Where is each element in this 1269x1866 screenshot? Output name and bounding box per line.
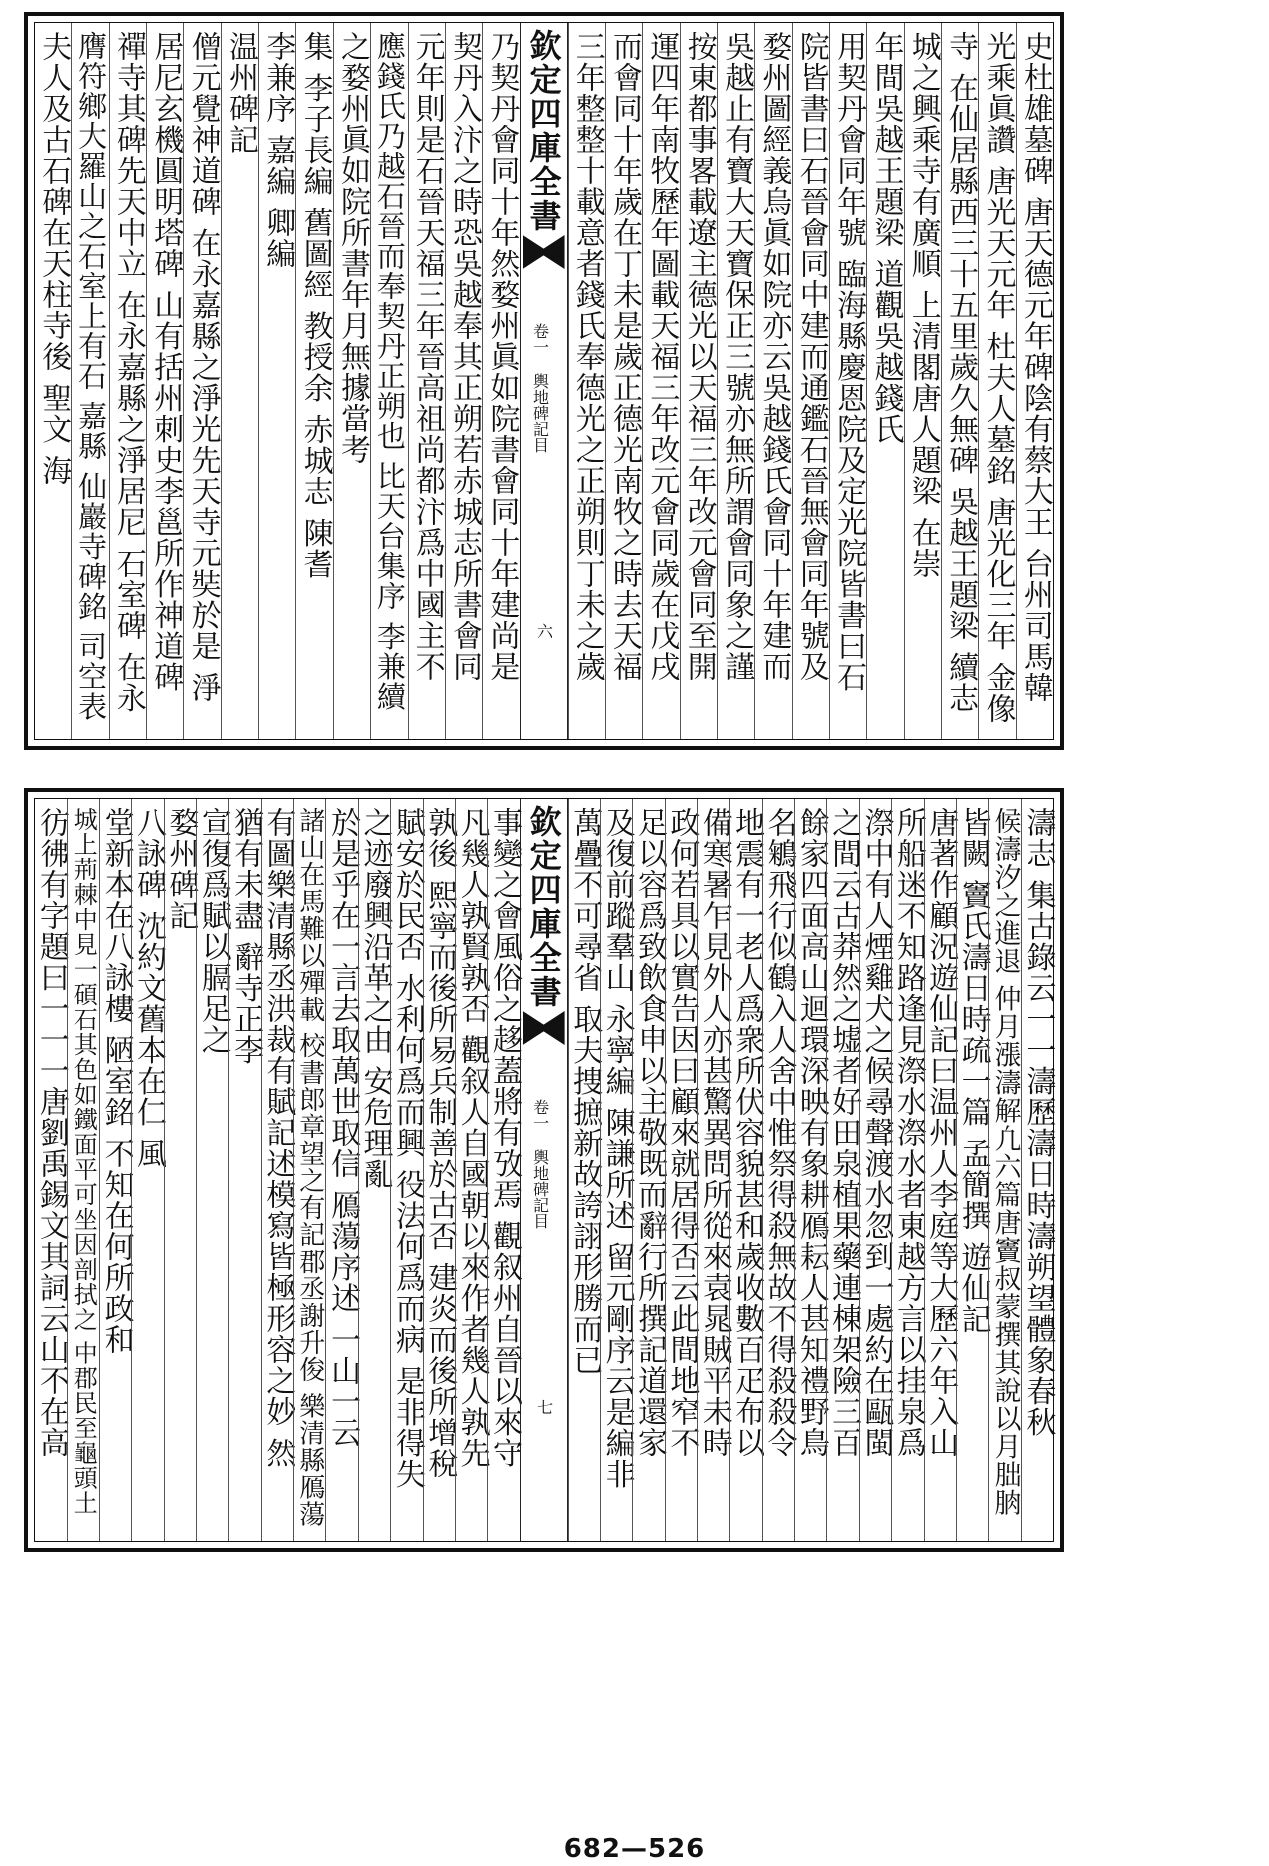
upper-text-column: [221, 23, 258, 739]
upper-text-column: [568, 23, 605, 739]
column-text: 候濤汐之進退 仲月漲濤解凢六篇唐竇叔蒙撰其說以月朏朒: [989, 807, 1021, 1517]
lower-text-column: [195, 799, 231, 1541]
lower-center-fold: [520, 799, 568, 1541]
lower-text-column: [422, 799, 458, 1541]
column-text: 之間云古莽然之墟者好田泉植果藥連棟架險三百: [826, 807, 862, 1458]
volume-label: 卷一: [530, 323, 550, 355]
upper-text-column: [866, 23, 903, 739]
column-text: 政何若具以實告因曰顧來就居得否云此間地窄不: [664, 807, 700, 1458]
upper-text-column: [71, 23, 108, 739]
lower-text-column: [260, 799, 296, 1541]
column-text: 皆闕 竇氏濤日時疏一篇 孟簡撰 遊仙記: [955, 807, 991, 1335]
lower-text-column: [454, 799, 490, 1541]
column-text: 僧元覺神道碑 在永嘉縣之淨光先天寺元奘於是 淨: [185, 31, 221, 704]
column-text: 備寒暑乍見外人亦甚驚異問所從來袁晁賊平未時: [696, 807, 732, 1458]
lower-text-column: [696, 799, 732, 1541]
upper-text-column: [978, 23, 1015, 739]
lower-text-column: [858, 799, 894, 1541]
volume-label: 卷一: [530, 1099, 550, 1131]
column-text: 而會同十年歲在丁未是歲正德光南牧之時去天福: [607, 31, 643, 682]
column-text: 院皆書曰石晉會同中建而通鑑石晉無會同年號及: [793, 31, 829, 682]
column-text: 堂新本在八詠樓 陋室銘 不知在何所政和: [98, 807, 134, 1356]
lower-page-columns: [33, 799, 1056, 1541]
column-text: 萬疊不可尋省 取夫捜摭新故誇詡形勝而已: [567, 807, 603, 1376]
lower-text-column: [228, 799, 264, 1541]
lower-text-column: [130, 799, 166, 1541]
column-text: 濤志 集古錄云一一濤歷濤日時濤朔望體象春秋: [1020, 807, 1056, 1438]
column-text: 地震有一老人爲衆所伏容貌甚和歲收數百疋布以: [729, 807, 765, 1458]
upper-text-column: [829, 23, 866, 739]
column-text: 賦安於民否 水利何爲而興 役法何爲而病 是非得失: [389, 807, 425, 1490]
lower-text-column: [98, 799, 134, 1541]
upper-text-column: [183, 23, 220, 739]
column-text: 於是乎在一言去取萬世取信 鴈蕩序述 一山一云: [325, 807, 361, 1449]
column-text: 寺 在仙居縣西三十五里歲久無碑 吳越王題梁 續志: [943, 31, 979, 714]
column-text: 史杜雄墓碑 唐天德元年碑陰有蔡大王 台州司馬韓: [1017, 31, 1053, 704]
fishtail-mark: [523, 235, 565, 269]
upper-page: [24, 12, 1064, 750]
column-text: 名鵴飛行似鶴入人舍中惟祭得殺無故不得殺殺令: [761, 807, 797, 1458]
column-text: 事變之會風俗之趍蓋將有攷焉 觀叙州自晉以來守: [486, 807, 522, 1469]
upper-page-frame: [34, 22, 1054, 740]
fishtail-mark: [523, 1011, 565, 1045]
column-text: 元年則是石晉天福三年晉高祖尚都汴爲中國主不: [409, 31, 445, 682]
lower-text-column: [486, 799, 522, 1541]
column-text: 城之興乘寺有廣順 上清閣唐人題梁 在崇: [905, 31, 941, 580]
column-text: 李兼序 嘉編 卿編: [260, 31, 296, 270]
upper-text-column: [408, 23, 445, 739]
column-text: 用契丹會同年號 臨海縣慶恩院及定光院皆書曰石: [831, 31, 867, 693]
column-text: 唐著作顧況遊仙記曰温州人李庭等大歷六年入山: [923, 807, 959, 1458]
column-text: 婺州碑記: [163, 807, 199, 931]
upper-text-column: [445, 23, 482, 739]
column-text: 孰後 熙寧而後所易兵制善於古否 建炎而後所增稅: [422, 807, 458, 1480]
lower-text-column: [826, 799, 862, 1541]
upper-page-columns: [35, 23, 1053, 739]
upper-text-column: [941, 23, 978, 739]
leaf-number: 六: [534, 623, 554, 639]
upper-text-column: [754, 23, 791, 739]
column-text: 宣復爲賦以膈足之: [195, 807, 231, 1055]
column-text: 城上荊棘中見一碩石其色如鐵面平可坐因剖拭之 中郡民至龜頭土: [69, 807, 98, 1516]
column-text: 乃契丹會同十年然婺州眞如院書會同十年建尚是: [484, 31, 520, 682]
upper-text-column: [904, 23, 941, 739]
lower-text-column: [793, 799, 829, 1541]
lower-text-column: [599, 799, 635, 1541]
column-text: 膺符鄉大羅山之石室上有石 嘉縣 仙巖寺碑銘 司空表: [74, 31, 109, 722]
lower-text-column: [923, 799, 959, 1541]
lower-text-column: [163, 799, 199, 1541]
lower-text-column: [988, 799, 1020, 1541]
book-title: 欽定四庫全書: [524, 29, 563, 233]
column-text: 年間吳越王題梁 道觀吳越錢氏: [868, 31, 904, 445]
book-section-label: 輿地碑記目: [530, 1149, 550, 1229]
book-section-label: 輿地碑記目: [530, 373, 550, 453]
upper-text-column: [146, 23, 183, 739]
upper-text-column: [642, 23, 679, 739]
upper-text-column: [370, 23, 407, 739]
lower-text-column: [357, 799, 393, 1541]
column-text: 凡幾人孰賢孰否 觀叙人自國朝以來作者幾人孰先: [454, 807, 490, 1469]
lower-text-column: [890, 799, 926, 1541]
column-text: 八詠碑 沈約文舊本在仁 風: [130, 807, 166, 1170]
lower-text-column: [729, 799, 765, 1541]
column-text: 光乘眞讚 唐光天元年 杜夫人墓銘 唐光化三年 金像: [980, 31, 1016, 725]
column-text: 集 李子長編 舊圖經 教授余 赤城志 陳耆: [297, 31, 333, 580]
column-text: 及復前蹤羣山 永寧編 陳謙所述 留元剛序云是編非: [599, 807, 635, 1490]
column-text: 彷彿有字題曰一一一唐劉禹錫文其詞云山不在高: [33, 807, 69, 1458]
lower-text-column: [632, 799, 668, 1541]
column-text: 猶有未盡 辭寺正李: [228, 807, 264, 1066]
column-text: 之婺州眞如院所書年月無據當考: [334, 31, 370, 465]
column-text: 夫人及古石碑在天柱寺後 聖文 海: [36, 31, 72, 487]
lower-text-column: [955, 799, 991, 1541]
upper-text-column: [35, 23, 71, 739]
column-text: 有圖樂清縣丞洪裁有賦記述模寫皆極形容之妙 然: [260, 807, 296, 1469]
upper-text-column: [333, 23, 370, 739]
lower-text-column: [389, 799, 425, 1541]
upper-text-column: [109, 23, 146, 739]
upper-text-column: [482, 23, 519, 739]
column-text: 禪寺其碑先天中立 在永嘉縣之淨居尼 石室碑 在永: [110, 31, 146, 714]
lower-text-column: [325, 799, 361, 1541]
lower-text-column: [567, 799, 603, 1541]
page-number-footer: 682—526: [563, 1834, 706, 1864]
column-text: 之迹廢興沿革之由 安危理亂: [357, 807, 393, 1190]
lower-text-column: [761, 799, 797, 1541]
column-text: 居尼玄機圓明塔碑 山有括州刺史李邕所作神道碑: [148, 31, 184, 693]
lower-text-column: [33, 799, 69, 1541]
lower-text-column: [67, 799, 99, 1541]
upper-text-column: [717, 23, 754, 739]
upper-text-column: [605, 23, 642, 739]
lower-text-column: [664, 799, 700, 1541]
column-text: 温州碑記: [222, 31, 258, 155]
column-text: 運四年南牧歷年圖載天福三年改元會同歲在戊戌: [644, 31, 680, 682]
column-text: 應錢氏乃越石晉而奉契丹正朔也 比天台集序 李兼續: [372, 31, 407, 712]
lower-text-column: [293, 799, 325, 1541]
upper-text-column: [1016, 23, 1053, 739]
column-text: 三年整整十載意者錢氏奉德光之正朔則丁未之歲: [569, 31, 605, 682]
upper-text-column: [680, 23, 717, 739]
lower-text-column: [1020, 799, 1056, 1541]
column-text: 契丹入汴之時恐吳越奉其正朔若赤城志所書會同: [447, 31, 483, 682]
column-text: 按東都事畧載遼主德光以天福三年改元會同至開: [681, 31, 717, 682]
column-text: 婺州圖經義烏眞如院亦云吳越錢氏會同十年建而: [756, 31, 792, 682]
upper-text-column: [792, 23, 829, 739]
column-text: 餘家四面高山迴環深映有象耕鴈耘人甚知禮野鳥: [793, 807, 829, 1458]
lower-page: [24, 788, 1064, 1552]
column-text: 諸山在馬難以殫載 校書郎章望之有記郡丞謝升俊 樂清縣鴈蕩: [294, 807, 325, 1528]
leaf-number: 七: [534, 1399, 554, 1415]
column-text: 所船迷不知路逢見漈水漈水者東越方言以挂泉爲: [890, 807, 926, 1458]
book-title: 欽定四庫全書: [524, 805, 563, 1009]
column-text: 漈中有人煙雞犬之候尋聲渡水忽到一處約在甌閩: [858, 807, 894, 1458]
lower-page-frame: [34, 798, 1054, 1542]
upper-text-column: [295, 23, 332, 739]
upper-center-fold: [520, 23, 568, 739]
upper-text-column: [258, 23, 295, 739]
column-text: 足以容爲致飲食申以主敬既而辭行所撰記道還家: [632, 807, 668, 1458]
column-text: 吳越止有寶大天寶保正三號亦無所謂會同象之謹: [719, 31, 755, 682]
